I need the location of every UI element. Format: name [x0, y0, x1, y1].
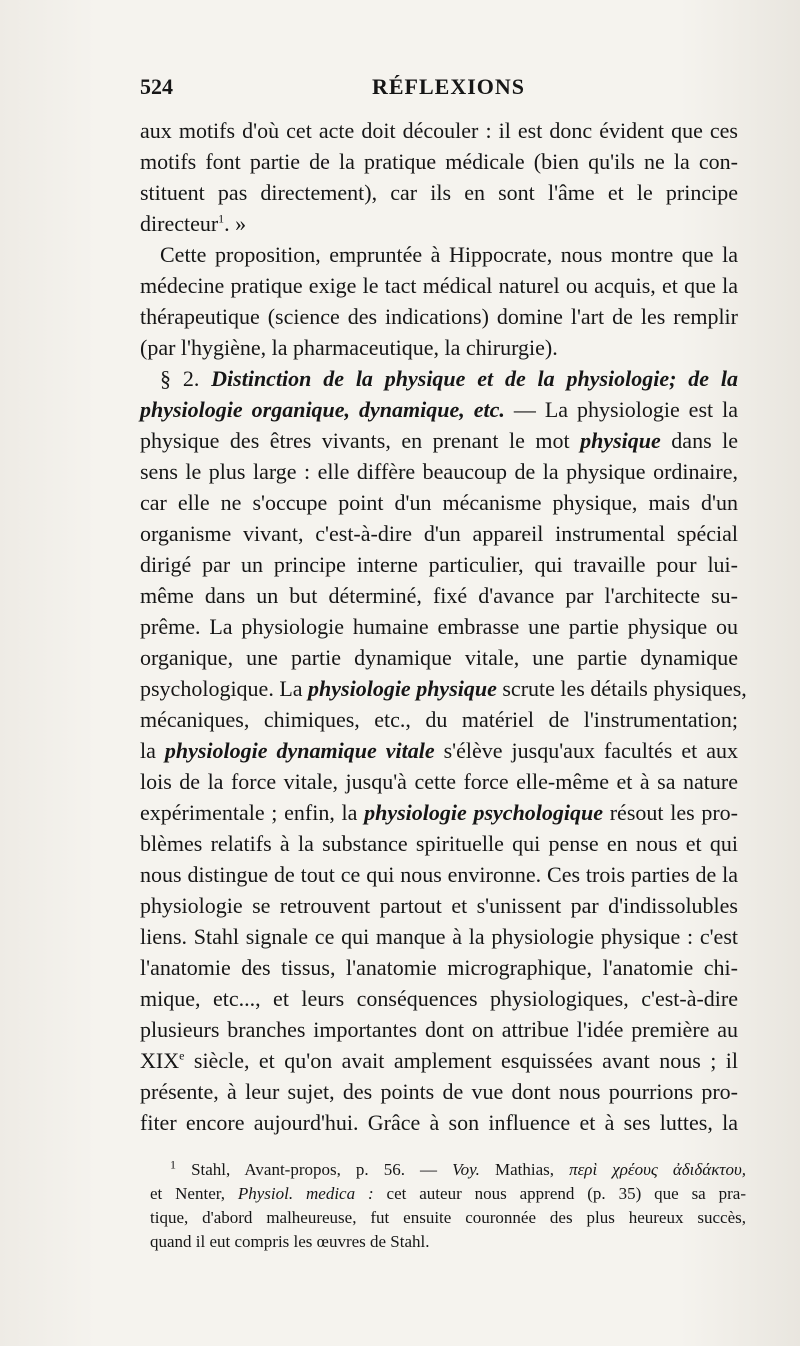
superscript: e: [179, 1048, 185, 1063]
text-run: physiologie se retrouvent partout et s'unissent par d'indissolubles: [140, 893, 738, 918]
text-run: la: [140, 738, 165, 763]
footnote-line: [150, 1158, 746, 1182]
text-line: [140, 146, 738, 177]
text-run: — La physiologie est la: [504, 397, 738, 422]
text-run: l'anatomie des tissus, l'anatomie micrographique, l'anatomie chi-: [140, 955, 738, 980]
text-run: thérapeutique (science des indications) domine l'art de les remplir: [140, 304, 738, 329]
text-line: [140, 580, 738, 611]
text-line: [140, 239, 738, 270]
text-line: [140, 394, 738, 425]
text-line: [140, 549, 738, 580]
text-run: résout les pro-: [603, 800, 738, 825]
text-run: dirigé par un principe interne particulier, qui travaille pour lui-: [140, 552, 738, 577]
text-run: aux motifs d'où cet acte doit découler : il est donc évident que ces: [140, 118, 738, 143]
text-run: car elle ne s'occupe point d'un mécanisme physique, mais d'un: [140, 490, 738, 515]
text-run: plusieurs branches importantes dont on attribue l'idée première au: [140, 1017, 738, 1042]
text-line: [140, 456, 738, 487]
text-line: [140, 1107, 738, 1138]
text-run: . »: [224, 211, 247, 236]
text-run: Mathias,: [479, 1160, 570, 1179]
text-line: [140, 952, 738, 983]
text-run: et Nenter,: [150, 1184, 238, 1203]
text-run: scrute les détails physiques,: [496, 676, 747, 701]
running-title: RÉFLEXIONS: [372, 74, 526, 99]
text-line: [140, 828, 738, 859]
text-run: organisme vivant, c'est-à-dire d'un appareil instrumental spécial: [140, 521, 738, 546]
emphasis: Voy.: [452, 1160, 480, 1179]
section-heading-line: [140, 363, 738, 394]
text-run: s'élève jusqu'aux facultés et aux: [434, 738, 738, 763]
greek-title: περὶ χρέους ἀδιδάκτου,: [569, 1160, 746, 1179]
text-line: [140, 270, 738, 301]
text-run: même dans un but déterminé, fixé d'avance par l'architecte su-: [140, 583, 738, 608]
text-line: [140, 983, 738, 1014]
text-run: directeur: [140, 211, 219, 236]
footnote-line: [150, 1182, 746, 1206]
text-line: [140, 425, 738, 456]
text-line: [140, 611, 738, 642]
footnote-reference: 1: [218, 211, 225, 226]
emphasis: physiologie psychologique: [364, 800, 604, 825]
text-line: [140, 704, 738, 735]
text-run: stituent pas directement), car ils en sont l'âme et le principe: [140, 180, 738, 205]
text-run: nous distingue de tout ce qui nous environne. Ces trois parties de la: [140, 862, 738, 887]
text-line: [140, 1045, 738, 1076]
text-line: [140, 1076, 738, 1107]
footnote-line: [150, 1230, 746, 1254]
text-line: [140, 797, 738, 828]
text-run: tique, d'abord malheureuse, fut ensuite couronnée des plus heureux succès,: [150, 1208, 746, 1227]
text-run: mécaniques, chimiques, etc., du matériel de l'instrumentation;: [140, 707, 738, 732]
text-run: physique des êtres vivants, en prenant le mot: [140, 428, 581, 453]
emphasis: Physiol. medica :: [237, 1184, 374, 1203]
text-line: [140, 673, 747, 704]
section-number: § 2.: [160, 366, 212, 391]
text-run: fiter encore aujourd'hui. Grâce à son influence et à ses luttes, la: [140, 1110, 738, 1135]
text-line: [140, 518, 738, 549]
section-title: Distinction de la physique et de la physiologie; de la: [211, 366, 739, 391]
page-number: 524: [140, 74, 173, 99]
emphasis: physiologie dynamique vitale: [164, 738, 435, 763]
text-line: [140, 859, 738, 890]
text-line: [140, 642, 738, 673]
emphasis: physique: [580, 428, 661, 453]
text-run: liens. Stahl signale ce qui manque à la physiologie physique : c'est: [140, 924, 738, 949]
text-run: dans le: [660, 428, 738, 453]
text-run: sens le plus large : elle diffère beaucoup de la physique ordinaire,: [140, 459, 738, 484]
text-line: [140, 115, 738, 146]
text-line: [140, 177, 738, 208]
emphasis: physiologie physique: [308, 676, 497, 701]
text-run: organique, une partie dynamique vitale, une partie dynamique: [140, 645, 738, 670]
text-run: siècle, et qu'on avait amplement esquissées avant nous ; il: [184, 1048, 738, 1073]
text-line: [140, 766, 738, 797]
text-run: quand il eut compris les œuvres de Stahl.: [150, 1232, 430, 1251]
text-run: Stahl, Avant-propos, p. 56. —: [191, 1160, 453, 1179]
text-line: [140, 735, 738, 766]
body-text: [140, 115, 747, 1138]
footnote-line: [150, 1206, 746, 1230]
text-run: présente, à leur sujet, des points de vue dont nous pourrions pro-: [140, 1079, 738, 1104]
text-line: [140, 332, 738, 363]
text-run: Cette proposition, empruntée à Hippocrate, nous montre que la: [160, 242, 738, 267]
text-line: [140, 208, 738, 239]
text-line: [140, 1014, 738, 1045]
section-title: physiologie organique, dynamique, etc.: [140, 397, 505, 422]
text-line: [140, 487, 738, 518]
text-run: expérimentale ; enfin, la: [140, 800, 365, 825]
page-header: [140, 74, 740, 106]
text-line: [140, 301, 738, 332]
text-run: (par l'hygiène, la pharmaceutique, la chirurgie).: [140, 335, 558, 360]
text-run: motifs font partie de la pratique médicale (bien qu'ils ne la con-: [140, 149, 738, 174]
text-line: [140, 921, 738, 952]
text-run: mique, etc..., et leurs conséquences physiologiques, c'est-à-dire: [140, 986, 738, 1011]
footnotes: [150, 1158, 746, 1254]
text-line: [140, 890, 738, 921]
text-run: blèmes relatifs à la substance spirituelle qui pense en nous et qui: [140, 831, 738, 856]
text-run: médecine pratique exige le tact médical naturel ou acquis, et que la: [140, 273, 738, 298]
text-run: prême. La physiologie humaine embrasse une partie physique ou: [140, 614, 738, 639]
text-run: lois de la force vitale, jusqu'à cette force elle-même et à sa nature: [140, 769, 738, 794]
text-run: psychologique. La: [140, 676, 309, 701]
footnote-marker: 1: [170, 1157, 176, 1172]
text-run: cet auteur nous apprend (p. 35) que sa pra-: [373, 1184, 746, 1203]
text-run: XIX: [140, 1048, 180, 1073]
